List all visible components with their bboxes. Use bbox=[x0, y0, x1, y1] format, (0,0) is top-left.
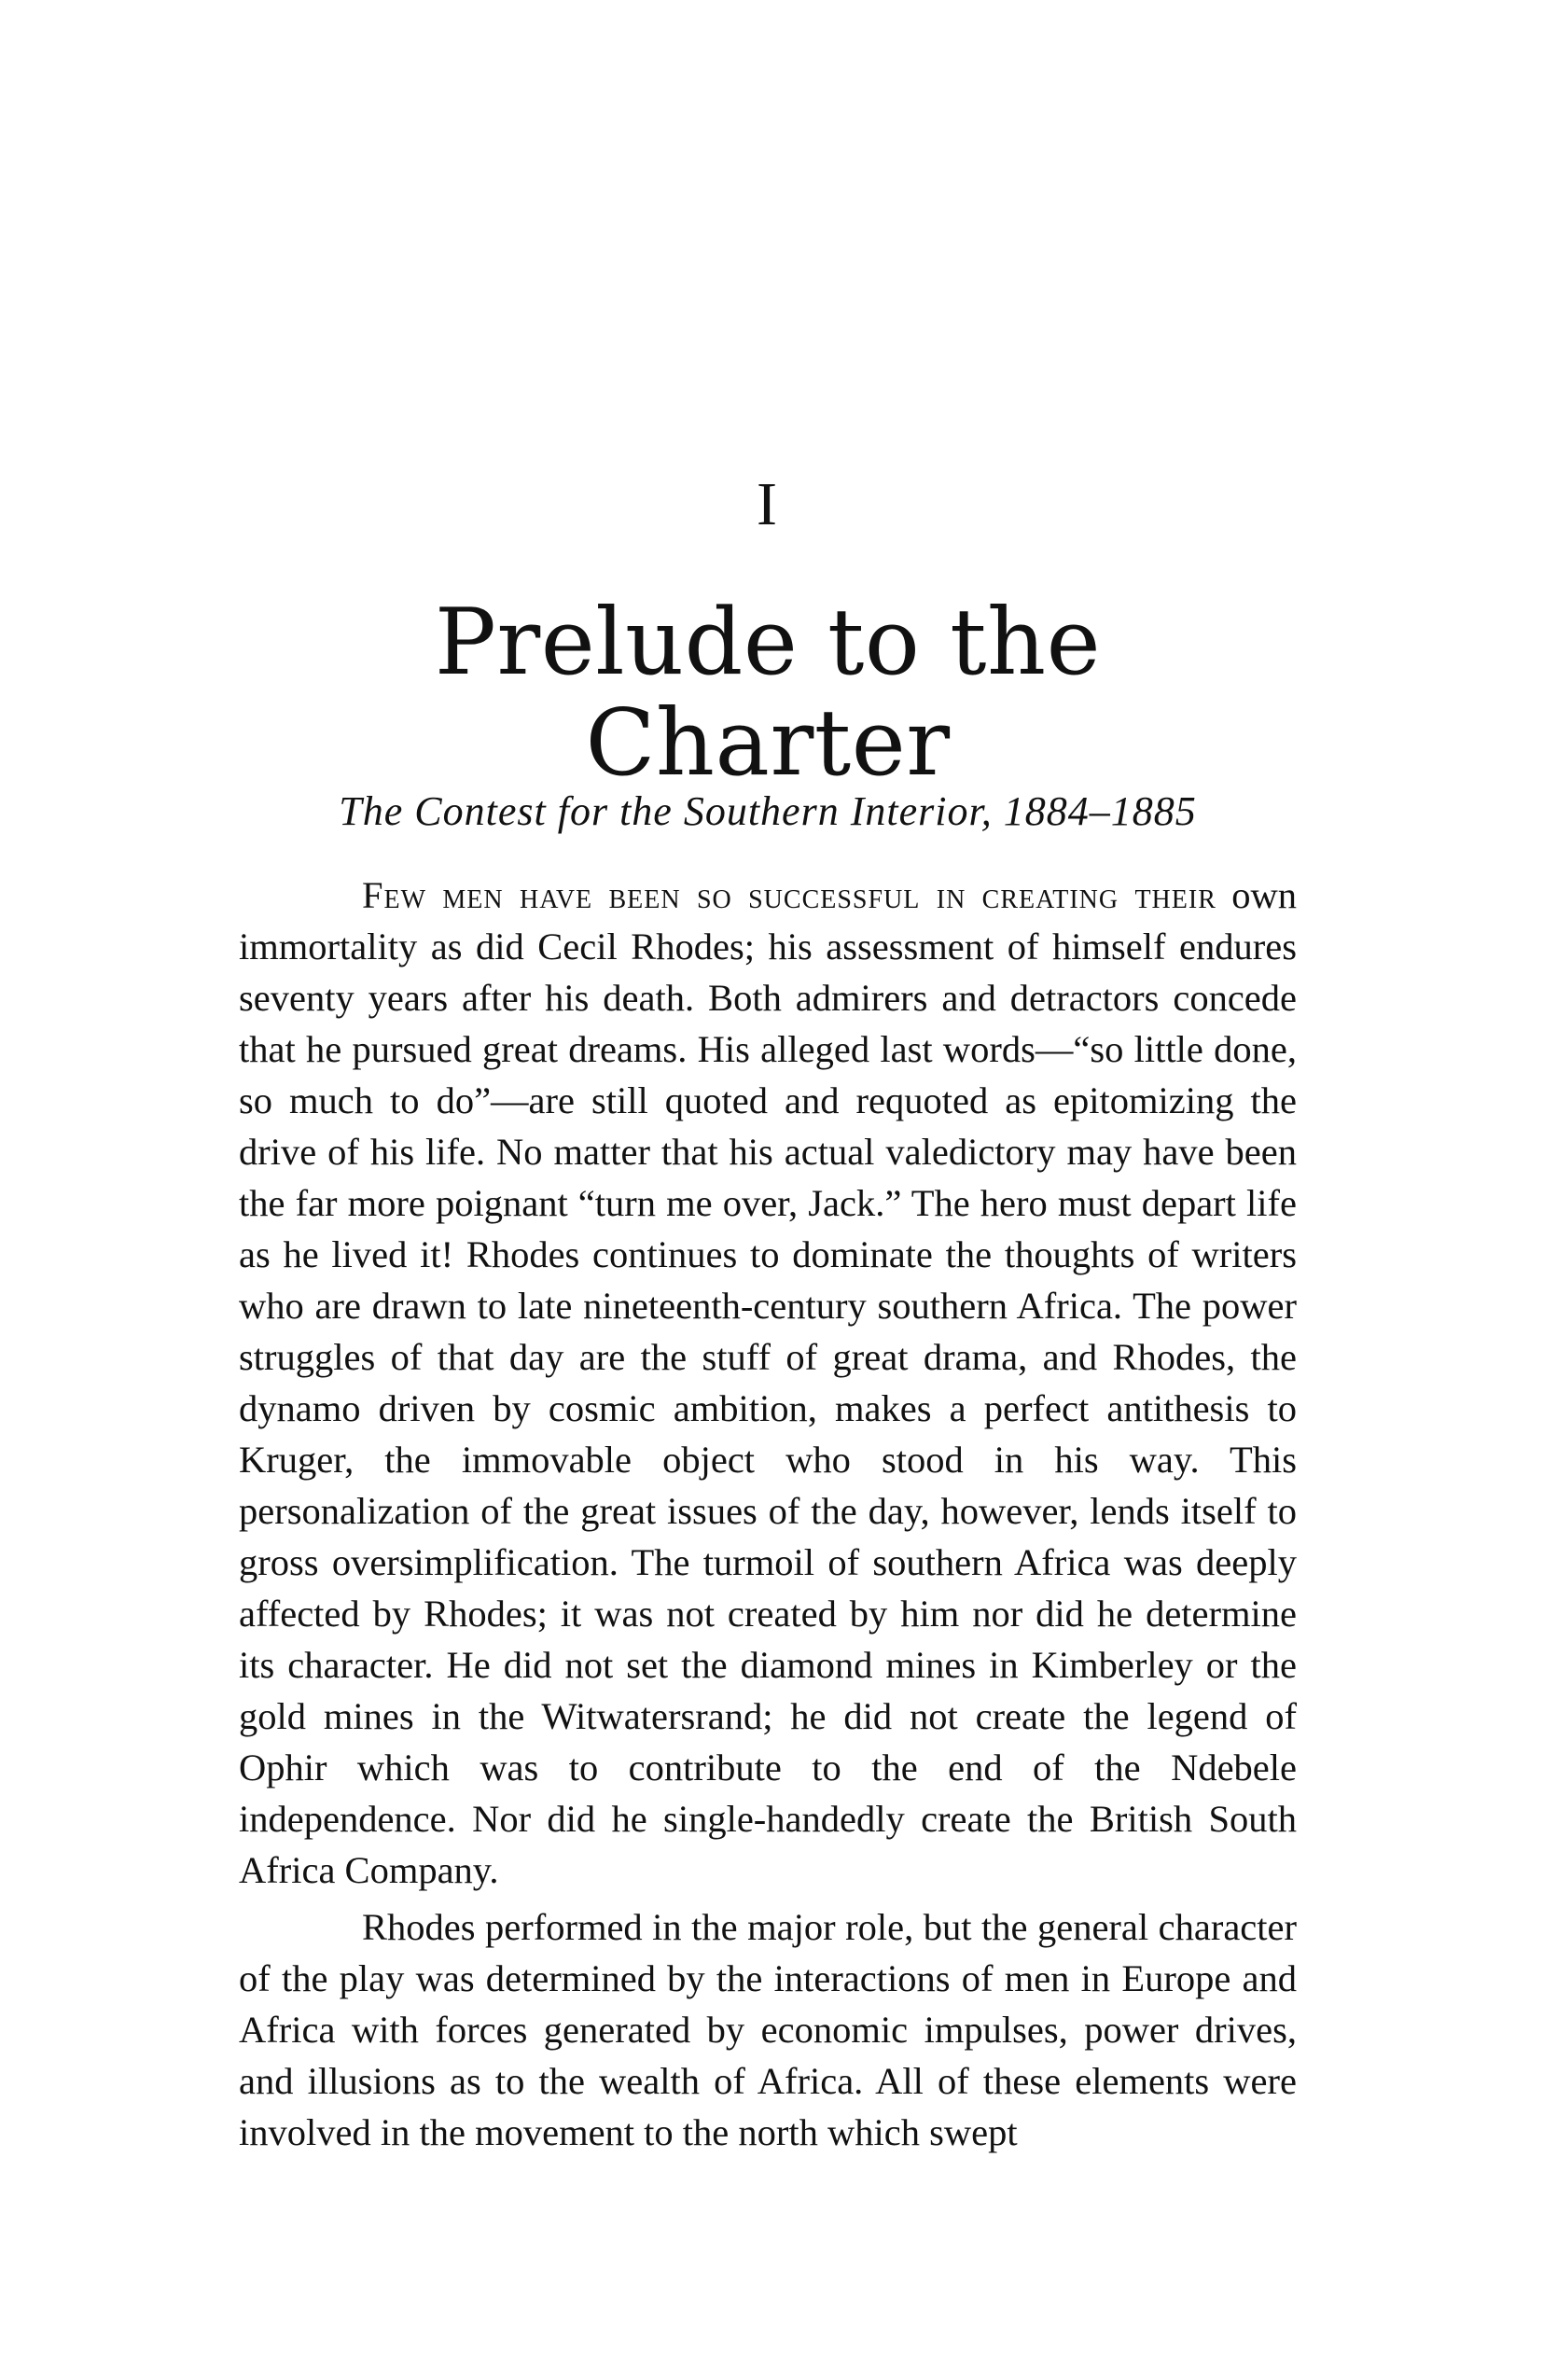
body-text bbox=[239, 870, 1297, 2158]
paragraph-2-text: Rhodes performed in the major role, but the general character of the play was determined by the interactions of men in Europe and Africa with forces generated by economic impulses, power drives, and illusions as to the wealth of Africa. All of these elements were involved in the movement to the north which swept bbox=[239, 1906, 1297, 2153]
paragraph-1-text: own immortality as did Cecil Rhodes; his assessment of himself endures seventy years after his death. Both admirers and detractors concede that he pursued great dreams. His alleged last words—“so little done, so much to do”—are still quoted and requoted as epitomizing the drive of his life. No matter that his actual valedictory may have been the far more poignant “turn me over, Jack.” The hero must depart life as he lived it! Rhodes continues to dominate the thoughts of writers who are drawn to late nineteenth-century southern Africa. The power struggles of that day are the stuff of great drama, and Rhodes, the dynamo driven by cosmic ambition, makes a perfect antithesis to Kruger, the immovable object who stood in his way. This personalization of the great issues of the day, however, lends itself to gross oversimplification. The turmoil of southern Africa was deeply affected by Rhodes; it was not created by him nor did he determine its character. He did not set the diamond mines in Kimberley or the gold mines in the Witwatersrand; he did not create the legend of Ophir which was to contribute to the end of the Ndebele independence. Nor did he single-handedly create the British South Africa Company. bbox=[239, 874, 1297, 1891]
chapter-title: Prelude to the Charter bbox=[434, 590, 1102, 797]
book-page bbox=[239, 0, 1297, 2380]
paragraph-lead-in: Few men have been so successful in creating their bbox=[362, 874, 1216, 916]
chapter-number: I bbox=[757, 470, 779, 538]
paragraph-2 bbox=[239, 1901, 1297, 2158]
paragraph-1 bbox=[239, 870, 1297, 1896]
chapter-subtitle: The Contest for the Southern Interior, 1884–1885 bbox=[339, 788, 1197, 834]
